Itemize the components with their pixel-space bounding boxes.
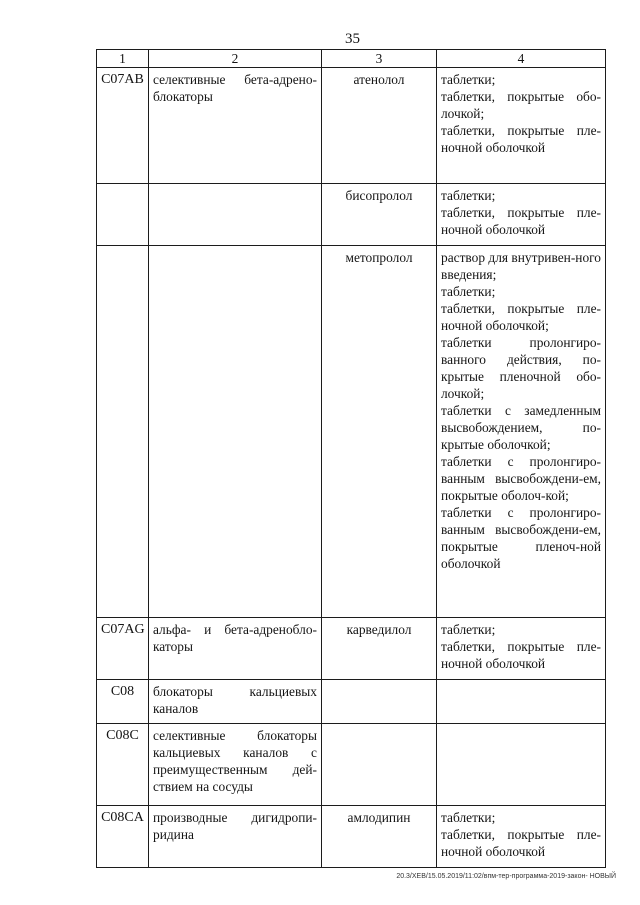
dosage-form: таблетки; xyxy=(441,72,496,87)
header-col-2: 2 xyxy=(149,50,322,68)
atc-code: C08C xyxy=(97,724,149,806)
group-name: производные дигидропи-ридина xyxy=(149,806,322,868)
atc-code xyxy=(97,184,149,246)
group-name: селективные бета-адрено-блокаторы xyxy=(149,68,322,184)
table-row xyxy=(97,806,606,868)
dosage-form: таблетки с пролонгиро-ванным высвобождени-ем, покрытые оболоч-кой; xyxy=(441,454,601,503)
group-name: альфа- и бета-адренобло-каторы xyxy=(149,618,322,680)
dosage-form: таблетки; xyxy=(441,188,496,203)
dosage-form: таблетки с замедленным высвобождением, по-крытые оболочкой; xyxy=(441,403,601,452)
dosage-form: таблетки; xyxy=(441,810,496,825)
table-row xyxy=(97,680,606,724)
dosage-form: таблетки; xyxy=(441,622,496,637)
dosage-form: таблетки пролонгиро-ванного действия, по-крытые пленочной обо-лочкой; xyxy=(441,335,601,401)
table-row xyxy=(97,68,606,184)
header-col-1: 1 xyxy=(97,50,149,68)
header-col-3: 3 xyxy=(322,50,437,68)
dosage-form: таблетки; xyxy=(441,284,496,299)
drug-name: метопролол xyxy=(322,246,437,618)
dosage-form: таблетки, покрытые пле-ночной оболочкой xyxy=(441,639,601,671)
table-row xyxy=(97,724,606,806)
drug-name: карведилол xyxy=(322,618,437,680)
drug-name xyxy=(322,680,437,724)
page-number: 35 xyxy=(345,31,360,47)
atc-code xyxy=(97,246,149,618)
dosage-form: таблетки, покрытые пле-ночной оболочкой xyxy=(441,205,601,237)
dosage-forms xyxy=(437,806,606,868)
drug-name: бисопролол xyxy=(322,184,437,246)
dosage-forms xyxy=(437,246,606,618)
dosage-forms xyxy=(437,724,606,806)
atc-code: C07AB xyxy=(97,68,149,184)
drug-name: амлодипин xyxy=(322,806,437,868)
table-row xyxy=(97,184,606,246)
document-footer: 20.3/ХЕВ/15.05.2019/11:02/впм-тер-программа-2019-закон- НОВЫЙ xyxy=(396,873,616,880)
dosage-form: таблетки с пролонгиро-ванным высвобождени-ем, покрытые пленоч-ной оболочкой xyxy=(441,505,601,571)
drug-table xyxy=(96,49,606,868)
table-row xyxy=(97,618,606,680)
table-header-row xyxy=(97,50,606,68)
dosage-form: таблетки, покрытые пле-ночной оболочкой; xyxy=(441,301,601,333)
atc-code: C08 xyxy=(97,680,149,724)
group-name xyxy=(149,184,322,246)
dosage-forms xyxy=(437,680,606,724)
dosage-form: таблетки, покрытые обо-лочкой; xyxy=(441,89,601,121)
group-name xyxy=(149,246,322,618)
group-name: блокаторы кальциевых каналов xyxy=(149,680,322,724)
atc-code: C08CA xyxy=(97,806,149,868)
dosage-form: таблетки, покрытые пле-ночной оболочкой xyxy=(441,123,601,155)
dosage-form: таблетки, покрытые пле-ночной оболочкой xyxy=(441,827,601,859)
dosage-forms xyxy=(437,618,606,680)
header-col-4: 4 xyxy=(437,50,606,68)
atc-code: C07AG xyxy=(97,618,149,680)
dosage-forms xyxy=(437,184,606,246)
drug-name xyxy=(322,724,437,806)
drug-name: атенолол xyxy=(322,68,437,184)
table-row xyxy=(97,246,606,618)
group-name: селективные блокаторы кальциевых каналов с преимущественным дей-ствием на сосуды xyxy=(149,724,322,806)
dosage-forms xyxy=(437,68,606,184)
dosage-form: раствор для внутривен-ного введения; xyxy=(441,250,601,282)
